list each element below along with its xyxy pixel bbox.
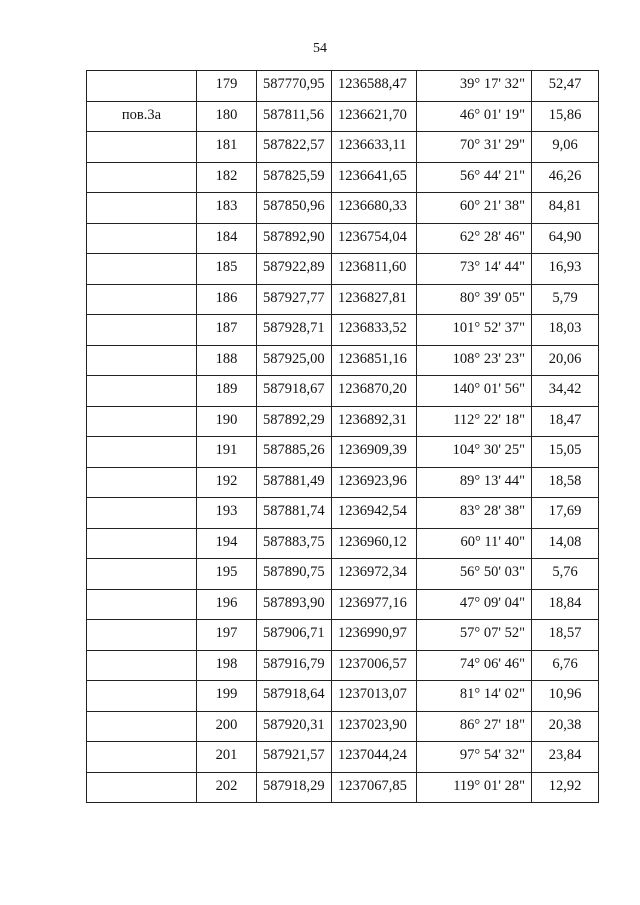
- cell-distance: 15,05: [532, 437, 599, 468]
- cell-x-coordinate: 587825,59: [257, 162, 332, 193]
- cell-distance: 23,84: [532, 742, 599, 773]
- cell-point-number: 193: [197, 498, 257, 529]
- table-row: [87, 254, 599, 285]
- cell-y-coordinate: 1237044,24: [332, 742, 417, 773]
- table-row: [87, 467, 599, 498]
- table-row: [87, 71, 599, 102]
- cell-y-coordinate: 1237023,90: [332, 711, 417, 742]
- cell-direction-angle: 140° 01' 56": [417, 376, 532, 407]
- cell-point-number: 181: [197, 132, 257, 163]
- table-row: [87, 620, 599, 651]
- cell-distance: 20,38: [532, 711, 599, 742]
- table-row: [87, 528, 599, 559]
- cell-x-coordinate: 587906,71: [257, 620, 332, 651]
- cell-direction-angle: 101° 52' 37": [417, 315, 532, 346]
- table-row: [87, 742, 599, 773]
- cell-y-coordinate: 1236977,16: [332, 589, 417, 620]
- cell-x-coordinate: 587928,71: [257, 315, 332, 346]
- cell-x-coordinate: 587920,31: [257, 711, 332, 742]
- cell-label: [87, 193, 197, 224]
- cell-y-coordinate: 1236870,20: [332, 376, 417, 407]
- table-row: [87, 650, 599, 681]
- cell-direction-angle: 39° 17' 32": [417, 71, 532, 102]
- cell-label: [87, 376, 197, 407]
- cell-point-number: 195: [197, 559, 257, 590]
- table-row: [87, 559, 599, 590]
- cell-distance: 84,81: [532, 193, 599, 224]
- cell-point-number: 197: [197, 620, 257, 651]
- cell-label: [87, 589, 197, 620]
- cell-distance: 12,92: [532, 772, 599, 803]
- cell-direction-angle: 112° 22' 18": [417, 406, 532, 437]
- cell-x-coordinate: 587893,90: [257, 589, 332, 620]
- table-row: [87, 498, 599, 529]
- cell-direction-angle: 60° 21' 38": [417, 193, 532, 224]
- cell-distance: 18,58: [532, 467, 599, 498]
- cell-distance: 15,86: [532, 101, 599, 132]
- table-row: [87, 589, 599, 620]
- cell-distance: 18,84: [532, 589, 599, 620]
- cell-x-coordinate: 587811,56: [257, 101, 332, 132]
- cell-point-number: 184: [197, 223, 257, 254]
- cell-label: пов.3а: [87, 101, 197, 132]
- cell-point-number: 189: [197, 376, 257, 407]
- table-row: [87, 345, 599, 376]
- table-row: [87, 132, 599, 163]
- cell-label: [87, 650, 197, 681]
- cell-direction-angle: 73° 14' 44": [417, 254, 532, 285]
- cell-distance: 18,47: [532, 406, 599, 437]
- cell-y-coordinate: 1237006,57: [332, 650, 417, 681]
- cell-label: [87, 772, 197, 803]
- cell-direction-angle: 74° 06' 46": [417, 650, 532, 681]
- cell-y-coordinate: 1236633,11: [332, 132, 417, 163]
- cell-y-coordinate: 1236588,47: [332, 71, 417, 102]
- cell-distance: 10,96: [532, 681, 599, 712]
- cell-label: [87, 162, 197, 193]
- cell-y-coordinate: 1236754,04: [332, 223, 417, 254]
- cell-x-coordinate: 587918,29: [257, 772, 332, 803]
- cell-y-coordinate: 1236942,54: [332, 498, 417, 529]
- cell-distance: 6,76: [532, 650, 599, 681]
- cell-y-coordinate: 1237013,07: [332, 681, 417, 712]
- cell-direction-angle: 83° 28' 38": [417, 498, 532, 529]
- cell-label: [87, 620, 197, 651]
- cell-x-coordinate: 587881,74: [257, 498, 332, 529]
- cell-label: [87, 132, 197, 163]
- cell-point-number: 196: [197, 589, 257, 620]
- cell-y-coordinate: 1236972,34: [332, 559, 417, 590]
- cell-direction-angle: 56° 44' 21": [417, 162, 532, 193]
- table-row: [87, 315, 599, 346]
- table-row: [87, 223, 599, 254]
- cell-y-coordinate: 1236811,60: [332, 254, 417, 285]
- cell-point-number: 190: [197, 406, 257, 437]
- cell-point-number: 179: [197, 71, 257, 102]
- cell-point-number: 186: [197, 284, 257, 315]
- cell-point-number: 202: [197, 772, 257, 803]
- cell-y-coordinate: 1236909,39: [332, 437, 417, 468]
- cell-x-coordinate: 587916,79: [257, 650, 332, 681]
- cell-point-number: 182: [197, 162, 257, 193]
- table-row: [87, 406, 599, 437]
- cell-direction-angle: 119° 01' 28": [417, 772, 532, 803]
- cell-distance: 34,42: [532, 376, 599, 407]
- cell-y-coordinate: 1237067,85: [332, 772, 417, 803]
- cell-direction-angle: 57° 07' 52": [417, 620, 532, 651]
- cell-y-coordinate: 1236680,33: [332, 193, 417, 224]
- cell-point-number: 192: [197, 467, 257, 498]
- cell-point-number: 191: [197, 437, 257, 468]
- table-row: [87, 101, 599, 132]
- table-row: [87, 437, 599, 468]
- cell-x-coordinate: 587822,57: [257, 132, 332, 163]
- cell-distance: 52,47: [532, 71, 599, 102]
- cell-direction-angle: 86° 27' 18": [417, 711, 532, 742]
- cell-x-coordinate: 587918,64: [257, 681, 332, 712]
- cell-y-coordinate: 1236960,12: [332, 528, 417, 559]
- cell-point-number: 201: [197, 742, 257, 773]
- cell-point-number: 185: [197, 254, 257, 285]
- cell-x-coordinate: 587892,29: [257, 406, 332, 437]
- cell-distance: 14,08: [532, 528, 599, 559]
- cell-direction-angle: 89° 13' 44": [417, 467, 532, 498]
- coordinates-table: [86, 70, 599, 803]
- cell-x-coordinate: 587892,90: [257, 223, 332, 254]
- cell-x-coordinate: 587922,89: [257, 254, 332, 285]
- cell-distance: 64,90: [532, 223, 599, 254]
- cell-distance: 5,76: [532, 559, 599, 590]
- cell-point-number: 180: [197, 101, 257, 132]
- cell-y-coordinate: 1236892,31: [332, 406, 417, 437]
- cell-label: [87, 711, 197, 742]
- cell-y-coordinate: 1236923,96: [332, 467, 417, 498]
- cell-label: [87, 71, 197, 102]
- cell-label: [87, 345, 197, 376]
- cell-label: [87, 254, 197, 285]
- cell-direction-angle: 56° 50' 03": [417, 559, 532, 590]
- cell-y-coordinate: 1236990,97: [332, 620, 417, 651]
- cell-point-number: 183: [197, 193, 257, 224]
- cell-direction-angle: 104° 30' 25": [417, 437, 532, 468]
- cell-x-coordinate: 587885,26: [257, 437, 332, 468]
- cell-label: [87, 223, 197, 254]
- cell-label: [87, 498, 197, 529]
- cell-x-coordinate: 587881,49: [257, 467, 332, 498]
- cell-x-coordinate: 587921,57: [257, 742, 332, 773]
- cell-direction-angle: 70° 31' 29": [417, 132, 532, 163]
- table-row: [87, 284, 599, 315]
- cell-label: [87, 681, 197, 712]
- cell-point-number: 187: [197, 315, 257, 346]
- cell-y-coordinate: 1236641,65: [332, 162, 417, 193]
- cell-direction-angle: 81° 14' 02": [417, 681, 532, 712]
- cell-label: [87, 437, 197, 468]
- cell-x-coordinate: 587883,75: [257, 528, 332, 559]
- cell-direction-angle: 80° 39' 05": [417, 284, 532, 315]
- cell-point-number: 200: [197, 711, 257, 742]
- cell-distance: 5,79: [532, 284, 599, 315]
- page-number: 54: [313, 41, 327, 56]
- cell-y-coordinate: 1236833,52: [332, 315, 417, 346]
- cell-distance: 17,69: [532, 498, 599, 529]
- cell-distance: 18,03: [532, 315, 599, 346]
- cell-label: [87, 406, 197, 437]
- cell-label: [87, 284, 197, 315]
- cell-y-coordinate: 1236827,81: [332, 284, 417, 315]
- cell-label: [87, 528, 197, 559]
- cell-point-number: 199: [197, 681, 257, 712]
- table-body: [87, 71, 599, 803]
- cell-y-coordinate: 1236851,16: [332, 345, 417, 376]
- cell-point-number: 194: [197, 528, 257, 559]
- cell-label: [87, 467, 197, 498]
- cell-direction-angle: 60° 11' 40": [417, 528, 532, 559]
- cell-distance: 20,06: [532, 345, 599, 376]
- cell-x-coordinate: 587770,95: [257, 71, 332, 102]
- cell-label: [87, 559, 197, 590]
- cell-distance: 46,26: [532, 162, 599, 193]
- table-row: [87, 376, 599, 407]
- table-row: [87, 772, 599, 803]
- table-row: [87, 711, 599, 742]
- cell-distance: 18,57: [532, 620, 599, 651]
- cell-direction-angle: 108° 23' 23": [417, 345, 532, 376]
- cell-distance: 9,06: [532, 132, 599, 163]
- table-row: [87, 162, 599, 193]
- cell-y-coordinate: 1236621,70: [332, 101, 417, 132]
- cell-direction-angle: 47° 09' 04": [417, 589, 532, 620]
- cell-point-number: 198: [197, 650, 257, 681]
- cell-distance: 16,93: [532, 254, 599, 285]
- cell-label: [87, 315, 197, 346]
- cell-direction-angle: 97° 54' 32": [417, 742, 532, 773]
- cell-direction-angle: 46° 01' 19": [417, 101, 532, 132]
- table-row: [87, 681, 599, 712]
- cell-x-coordinate: 587918,67: [257, 376, 332, 407]
- cell-label: [87, 742, 197, 773]
- cell-x-coordinate: 587890,75: [257, 559, 332, 590]
- cell-x-coordinate: 587925,00: [257, 345, 332, 376]
- cell-direction-angle: 62° 28' 46": [417, 223, 532, 254]
- table-row: [87, 193, 599, 224]
- cell-point-number: 188: [197, 345, 257, 376]
- cell-x-coordinate: 587850,96: [257, 193, 332, 224]
- cell-x-coordinate: 587927,77: [257, 284, 332, 315]
